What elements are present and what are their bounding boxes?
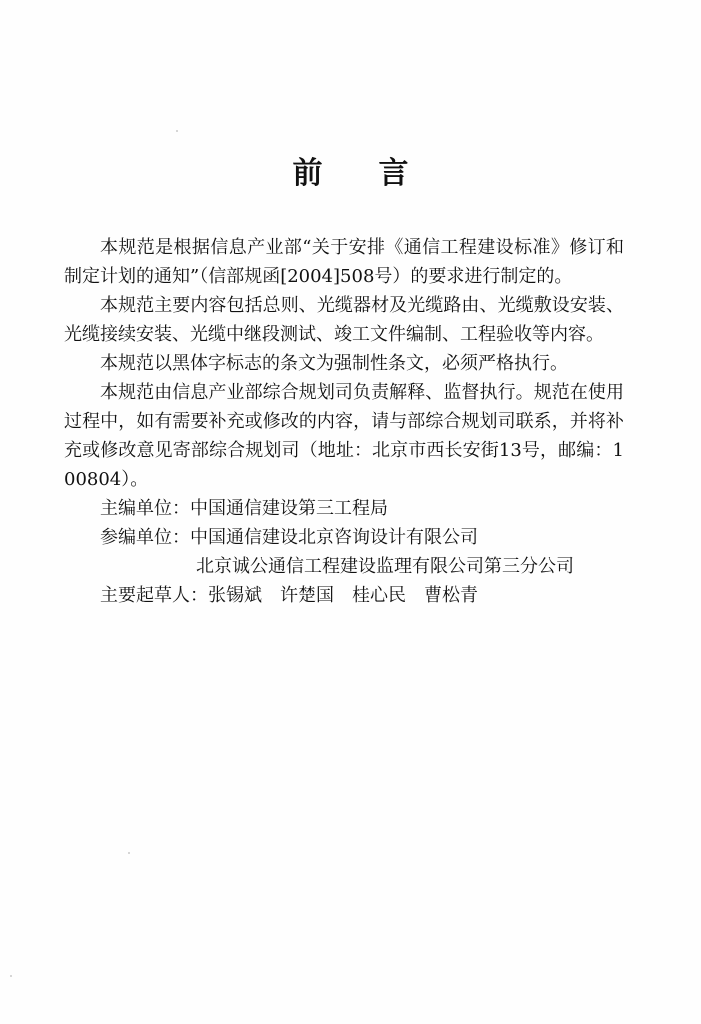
chief-editor-unit: 主编单位：中国通信建设第三工程局 [100, 498, 388, 519]
participating-unit-2: 北京诚公通信工程建设监理有限公司第三分公司 [196, 556, 574, 577]
scan-speck [10, 975, 12, 977]
paragraph-content: 本规范主要内容包括总则、光缆器材及光缆路由、光缆敷设安装、光缆接续安装、光缆中继段测试、竣工文件编制、工程验收等内容。 [64, 295, 624, 345]
paragraph-origin: 本规范是根据信息产业部“关于安排《通信工程建设标准》修订和制定计划的通知”（信部规函[2004]508号）的要求进行制定的。 [64, 237, 624, 287]
title-char-2: 言 [378, 156, 409, 191]
paragraph-mandatory: 本规范以黑体字标志的条文为强制性条文，必须严格执行。 [100, 353, 568, 374]
main-drafters: 主要起草人：张锡斌 许楚国 桂心民 曹松青 [100, 585, 478, 606]
document-body [64, 233, 624, 610]
participating-unit-1: 参编单位：中国通信建设北京咨询设计有限公司 [100, 527, 478, 548]
page-title [0, 148, 701, 192]
scan-speck [176, 130, 178, 132]
scan-speck [128, 852, 130, 854]
paragraph-interpretation: 本规范由信息产业部综合规划司负责解释、监督执行。规范在使用过程中，如有需要补充或修改的内容，请与部综合规划司联系，并将补充或修改意见寄部综合规划司（地址：北京市西长安街13号，邮编：100804）。 [64, 382, 624, 490]
title-char-1: 前 [292, 156, 323, 191]
